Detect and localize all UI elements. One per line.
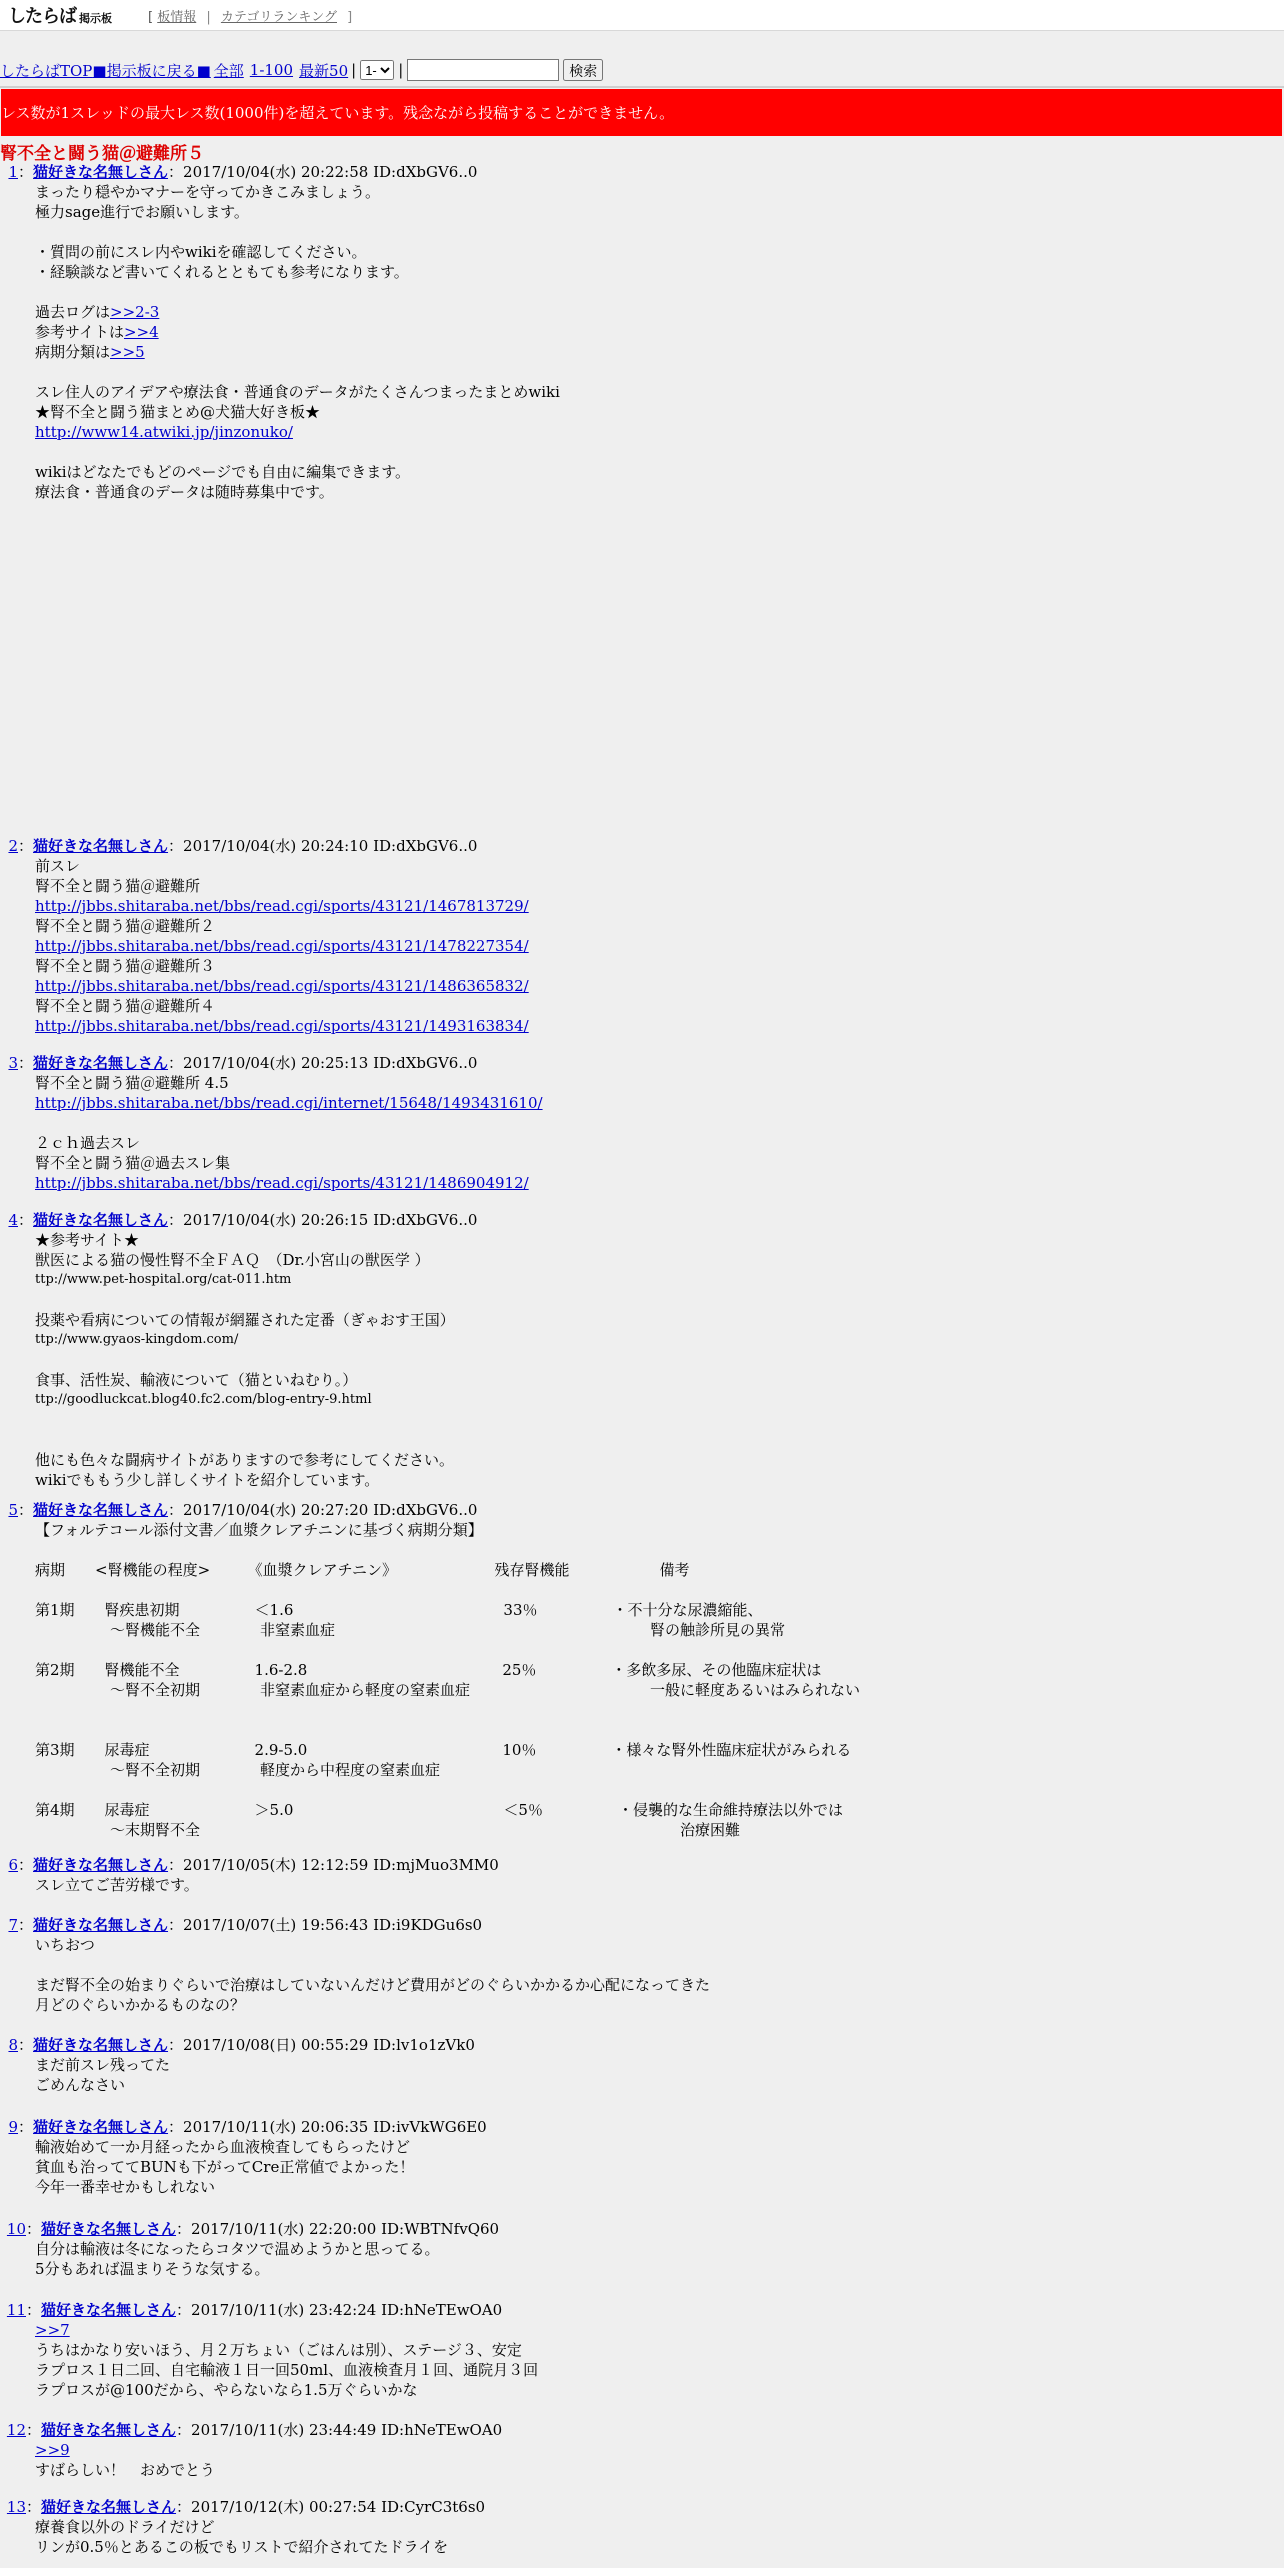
post-header bbox=[0, 1210, 1280, 1230]
post-line bbox=[35, 1016, 1280, 1036]
post-line bbox=[35, 1290, 1280, 1310]
post-text: まだ前スレ残ってた bbox=[35, 2056, 171, 2074]
post-header bbox=[0, 836, 1280, 856]
post-body bbox=[0, 1520, 1280, 1840]
post-number-link[interactable]: 7 bbox=[8, 1916, 18, 1934]
post-number-link[interactable]: 13 bbox=[6, 2498, 26, 2516]
post-line bbox=[35, 402, 1280, 422]
post-line bbox=[35, 462, 1280, 482]
post-text: すばらしい！ おめでとう bbox=[35, 2461, 216, 2479]
post-item bbox=[0, 2420, 1280, 2480]
poster-name-link[interactable]: 猫好きな名無しさん bbox=[33, 163, 169, 181]
logo-text: したらば bbox=[8, 6, 76, 27]
post-item bbox=[0, 2219, 1280, 2279]
post-line bbox=[35, 2440, 1280, 2460]
url-link[interactable]: http://jbbs.shitaraba.net/bbs/read.cgi/internet/15648/1493431610/ bbox=[35, 1094, 543, 1112]
post-meta: ：2017/10/11(水) 22:20:00 ID:WBTNfvQ60 bbox=[176, 2220, 500, 2238]
shitaraba-top-link[interactable]: したらばTOP bbox=[0, 61, 93, 80]
post-line bbox=[35, 2460, 1280, 2480]
post-body bbox=[0, 2517, 1280, 2557]
post-text: 獣医による猫の慢性腎不全ＦＡＱ （Dr.小宮山の獣医学 ） bbox=[35, 1251, 430, 1269]
url-link[interactable]: http://www14.atwiki.jp/jinzonuko/ bbox=[35, 423, 293, 441]
post-body bbox=[0, 2320, 1280, 2400]
url-link[interactable]: http://jbbs.shitaraba.net/bbs/read.cgi/sports/43121/1467813729/ bbox=[35, 897, 529, 915]
post-colon: ： bbox=[18, 1916, 34, 1934]
post-text: ごめんなさい bbox=[35, 2076, 126, 2094]
post-text: 前スレ bbox=[35, 857, 81, 875]
post-meta: ：2017/10/11(水) 23:44:49 ID:hNeTEwOA0 bbox=[176, 2421, 503, 2439]
post-item bbox=[0, 2300, 1280, 2400]
post-text: 病期分類は bbox=[35, 343, 111, 361]
post-line bbox=[35, 2517, 1280, 2537]
post-item bbox=[0, 2117, 1280, 2197]
post-text: うちはかなり安いほう、月２万ちょい（ごはんは別）、ステージ３、安定 bbox=[35, 2341, 522, 2359]
error-message: レス数が1スレッドの最大レス数(1000件)を超えています。残念ながら投稿することができません。 bbox=[1, 104, 675, 122]
post-text: ２ｃｈ過去スレ bbox=[35, 1134, 141, 1152]
post-line bbox=[35, 1310, 1280, 1330]
post-colon: ： bbox=[26, 2421, 42, 2439]
post-line bbox=[35, 322, 1280, 342]
post-number-link[interactable]: 5 bbox=[8, 1501, 18, 1519]
post-line bbox=[35, 2537, 1280, 2557]
post-line bbox=[35, 1390, 1280, 1410]
post-line bbox=[35, 1093, 1280, 1113]
post-item bbox=[0, 1855, 1280, 1895]
post-line bbox=[35, 976, 1280, 996]
site-header bbox=[0, 0, 1284, 31]
post-line bbox=[35, 1875, 1280, 1895]
post-line bbox=[35, 1975, 1280, 1995]
post-text: wikiでももう少し詳しくサイトを紹介しています。 bbox=[35, 1471, 380, 1489]
poster-name-link[interactable]: 猫好きな名無しさん bbox=[33, 1916, 169, 1934]
post-line bbox=[35, 2177, 1280, 2197]
post-item bbox=[0, 1210, 1280, 1490]
post-text: 今年一番幸せかもしれない bbox=[35, 2178, 216, 2196]
post-text: スレ立てご苦労様です。 bbox=[35, 1876, 199, 1894]
post-colon: ： bbox=[18, 163, 34, 181]
post-line bbox=[35, 1153, 1280, 1173]
poster-name-link[interactable]: 猫好きな名無しさん bbox=[33, 837, 169, 855]
post-text: 腎不全と闘う猫＠避難所３ bbox=[35, 957, 216, 975]
thread-nav bbox=[0, 58, 1284, 82]
bracket-close: ] bbox=[347, 9, 353, 25]
anchor-link[interactable]: >>5 bbox=[110, 343, 145, 361]
post-header bbox=[0, 162, 1280, 182]
site-logo[interactable] bbox=[8, 2, 112, 28]
post-item bbox=[0, 2035, 1280, 2095]
poster-name-link[interactable]: 猫好きな名無しさん bbox=[33, 1211, 169, 1229]
post-text: 貧血も治っててBUNも下がってCre正常値でよかった！ bbox=[35, 2158, 415, 2176]
header-links bbox=[148, 6, 358, 25]
post-line bbox=[35, 1780, 1280, 1800]
post-text: 極力sage進行でお願いします。 bbox=[35, 203, 249, 221]
post-text: 他にも色々な闘病サイトがありますので参考にしてください。 bbox=[35, 1451, 454, 1469]
post-colon: ： bbox=[18, 2036, 34, 2054]
post-line bbox=[35, 1820, 1280, 1840]
post-line bbox=[35, 1350, 1280, 1370]
post-line bbox=[35, 1935, 1280, 1955]
post-text: 腎不全と闘う猫＠過去スレ集 bbox=[35, 1154, 231, 1172]
poster-name-link[interactable]: 猫好きな名無しさん bbox=[33, 1501, 169, 1519]
post-body bbox=[0, 2055, 1280, 2095]
post-item bbox=[0, 836, 1280, 1036]
post-line bbox=[35, 1620, 1280, 1640]
post-item bbox=[0, 1053, 1280, 1193]
post-line bbox=[35, 302, 1280, 322]
post-line bbox=[35, 1250, 1280, 1270]
post-line bbox=[35, 896, 1280, 916]
poster-name-link[interactable]: 猫好きな名無しさん bbox=[41, 2220, 177, 2238]
range-select[interactable] bbox=[360, 60, 394, 80]
post-text: 第2期 腎機能不全 1.6-2.8 25％ ・多飲多尿、その他臨床症状は bbox=[35, 1661, 822, 1679]
post-item bbox=[0, 162, 1280, 502]
post-line bbox=[35, 856, 1280, 876]
post-colon: ： bbox=[18, 1211, 34, 1229]
post-line bbox=[35, 1540, 1280, 1560]
post-line bbox=[35, 876, 1280, 896]
post-meta: ：2017/10/08(日) 00:55:29 ID:lv1o1zVk0 bbox=[168, 2036, 475, 2054]
post-line bbox=[35, 1700, 1280, 1720]
url-link[interactable]: http://jbbs.shitaraba.net/bbs/read.cgi/sports/43121/1478227354/ bbox=[35, 937, 529, 955]
post-limit-error-banner bbox=[1, 89, 1282, 136]
header-separator: | bbox=[206, 9, 211, 25]
post-text: ラプロスが@100だから、やらないなら1.5万ぐらいかな bbox=[35, 2381, 418, 2399]
search-button[interactable]: 検索 bbox=[563, 59, 603, 81]
post-line bbox=[35, 1430, 1280, 1450]
post-line bbox=[35, 2320, 1280, 2340]
post-text: 病期 <腎機能の程度> 《血漿クレアチニン》 残存腎機能 備考 bbox=[35, 1561, 690, 1579]
post-line bbox=[35, 382, 1280, 402]
post-line bbox=[35, 1520, 1280, 1540]
post-meta: ：2017/10/05(木) 12:12:59 ID:mjMuo3MM0 bbox=[168, 1856, 499, 1874]
back-to-board-link[interactable]: ■掲示板に戻る■ bbox=[92, 61, 211, 80]
post-text: ラプロス１日二回、自宅輸液１日一回50ml、血液検査月１回、通院月３回 bbox=[35, 2361, 539, 2379]
post-colon: ： bbox=[18, 837, 34, 855]
poster-name-link[interactable]: 猫好きな名無しさん bbox=[41, 2498, 177, 2516]
post-body bbox=[0, 1230, 1280, 1490]
post-line bbox=[35, 182, 1280, 202]
post-number-link[interactable]: 4 bbox=[8, 1211, 18, 1229]
post-text: 腎不全と闘う猫＠避難所４ bbox=[35, 997, 216, 1015]
post-line bbox=[35, 342, 1280, 362]
post-line bbox=[35, 482, 1280, 502]
post-line bbox=[35, 442, 1280, 462]
post-colon: ： bbox=[26, 2301, 42, 2319]
post-line bbox=[35, 1995, 1280, 2015]
post-body bbox=[0, 1875, 1280, 1895]
post-line bbox=[35, 2157, 1280, 2177]
post-header bbox=[0, 2219, 1280, 2239]
post-text: ttp://goodluckcat.blog40.fc2.com/blog-entry-9.html bbox=[35, 1392, 372, 1407]
post-text: ～腎不全初期 非窒素血症から軽度の窒素血症 一般に軽度あるいはみられない bbox=[35, 1681, 861, 1699]
post-line bbox=[35, 2380, 1280, 2400]
post-text: ★腎不全と闘う猫まとめ@犬猫大好き板★ bbox=[35, 403, 321, 421]
post-meta: ：2017/10/04(水) 20:26:15 ID:dXbGV6..0 bbox=[168, 1211, 478, 1229]
post-line bbox=[35, 242, 1280, 262]
post-text: 腎不全と闘う猫＠避難所 4.5 bbox=[35, 1074, 229, 1092]
post-line bbox=[35, 362, 1280, 382]
post-line bbox=[35, 1955, 1280, 1975]
poster-name-link[interactable]: 猫好きな名無しさん bbox=[33, 2118, 169, 2136]
thread-title: 腎不全と闘う猫＠避難所５ bbox=[0, 144, 204, 164]
post-line bbox=[35, 282, 1280, 302]
post-line bbox=[35, 1173, 1280, 1193]
post-text: まったり穏やかマナーを守ってかきこみましょう。 bbox=[35, 183, 381, 201]
post-body bbox=[0, 2137, 1280, 2197]
post-body bbox=[0, 2440, 1280, 2480]
poster-name-link[interactable]: 猫好きな名無しさん bbox=[33, 1856, 169, 1874]
post-line bbox=[35, 2137, 1280, 2157]
post-item bbox=[0, 1500, 1280, 1840]
post-line bbox=[35, 202, 1280, 222]
post-line bbox=[35, 1073, 1280, 1093]
url-link[interactable]: http://jbbs.shitaraba.net/bbs/read.cgi/sports/43121/1486904912/ bbox=[35, 1174, 529, 1192]
post-header bbox=[0, 1500, 1280, 1520]
post-line bbox=[35, 916, 1280, 936]
post-line bbox=[35, 2259, 1280, 2279]
post-line bbox=[35, 222, 1280, 242]
post-item bbox=[0, 2497, 1280, 2557]
post-text: ～腎機能不全 非窒素血症 腎の触診所見の異常 bbox=[35, 1621, 786, 1639]
post-colon: ： bbox=[18, 1856, 34, 1874]
poster-name-link[interactable]: 猫好きな名無しさん bbox=[41, 2421, 177, 2439]
post-number-link[interactable]: 6 bbox=[8, 1856, 18, 1874]
post-line bbox=[35, 1410, 1280, 1430]
url-link[interactable]: http://jbbs.shitaraba.net/bbs/read.cgi/sports/43121/1486365832/ bbox=[35, 977, 529, 995]
post-text: スレ住人のアイデアや療法食・普通食のデータがたくさんつまったまとめwiki bbox=[35, 383, 560, 401]
post-meta: ：2017/10/04(水) 20:24:10 ID:dXbGV6..0 bbox=[168, 837, 478, 855]
post-number-link[interactable]: 12 bbox=[6, 2421, 26, 2439]
post-body bbox=[0, 2239, 1280, 2279]
post-meta: ：2017/10/11(水) 23:42:24 ID:hNeTEwOA0 bbox=[176, 2301, 503, 2319]
post-body bbox=[0, 1935, 1280, 2015]
nav-pipe: | bbox=[398, 61, 404, 79]
post-line bbox=[35, 1470, 1280, 1490]
post-colon: ： bbox=[18, 1501, 34, 1519]
post-number-link[interactable]: 10 bbox=[6, 2220, 26, 2238]
board-info-link[interactable]: 板情報 bbox=[157, 9, 197, 25]
post-line bbox=[35, 1580, 1280, 1600]
post-text: 療法食・普通食のデータは随時募集中です。 bbox=[35, 483, 334, 501]
post-line bbox=[35, 2239, 1280, 2259]
post-header bbox=[0, 2035, 1280, 2055]
post-meta: ：2017/10/04(水) 20:27:20 ID:dXbGV6..0 bbox=[168, 1501, 478, 1519]
logo-subtext: 掲示板 bbox=[79, 12, 112, 25]
url-link[interactable]: http://jbbs.shitaraba.net/bbs/read.cgi/sports/43121/1493163834/ bbox=[35, 1017, 529, 1035]
post-line bbox=[35, 1370, 1280, 1390]
post-line bbox=[35, 1760, 1280, 1780]
post-line bbox=[35, 1720, 1280, 1740]
bracket-open: [ bbox=[148, 9, 154, 25]
post-line bbox=[35, 1450, 1280, 1470]
post-text: 【フォルテコール添付文書／血漿クレアチニンに基づく病期分類】 bbox=[35, 1521, 483, 1539]
post-text: 第3期 尿毒症 2.9-5.0 10％ ・様々な腎外性臨床症状がみられる bbox=[35, 1741, 852, 1759]
post-line bbox=[35, 1660, 1280, 1680]
post-colon: ： bbox=[26, 2220, 42, 2238]
post-text: 投薬や看病についての情報が網羅された定番（ぎゃおす王国） bbox=[35, 1311, 455, 1329]
post-header bbox=[0, 1855, 1280, 1875]
post-text: 腎不全と闘う猫＠避難所２ bbox=[35, 917, 216, 935]
post-line bbox=[35, 1740, 1280, 1760]
post-body bbox=[0, 182, 1280, 502]
poster-name-link[interactable]: 猫好きな名無しさん bbox=[33, 2036, 169, 2054]
post-line bbox=[35, 996, 1280, 1016]
post-item bbox=[0, 1915, 1280, 2015]
anchor-link[interactable]: >>4 bbox=[123, 323, 159, 341]
nav-divider bbox=[0, 86, 1284, 88]
post-line bbox=[35, 2055, 1280, 2075]
post-line bbox=[35, 2340, 1280, 2360]
post-text: 療養食以外のドライだけど bbox=[35, 2518, 215, 2536]
post-number-link[interactable]: 11 bbox=[6, 2301, 26, 2319]
latest-50-link[interactable]: 最新50 bbox=[299, 61, 349, 80]
post-line bbox=[35, 2075, 1280, 2095]
post-body bbox=[0, 856, 1280, 1036]
post-text: wikiはどなたでもどのページでも自由に編集できます。 bbox=[35, 463, 411, 481]
post-text: 腎不全と闘う猫＠避難所 bbox=[35, 877, 201, 895]
anchor-link[interactable]: >>2-3 bbox=[110, 303, 160, 321]
post-text: 5分もあれば温まりそうな気する。 bbox=[35, 2260, 270, 2278]
search-input[interactable] bbox=[407, 59, 559, 81]
post-text: ttp://www.pet-hospital.org/cat-011.htm bbox=[35, 1272, 292, 1287]
post-colon: ： bbox=[26, 2498, 42, 2516]
post-line bbox=[35, 1113, 1280, 1133]
post-body bbox=[0, 1073, 1280, 1193]
anchor-link[interactable]: >>9 bbox=[35, 2441, 70, 2459]
post-text: ★参考サイト★ bbox=[35, 1231, 139, 1249]
post-text: ～末期腎不全 治療困難 bbox=[35, 1821, 741, 1839]
post-line bbox=[35, 422, 1280, 442]
post-meta: ：2017/10/12(木) 00:27:54 ID:CyrC3t6s0 bbox=[176, 2498, 486, 2516]
post-text: 第4期 尿毒症 ＞5.0 ＜5％ ・侵襲的な生命維持療法以外では bbox=[35, 1801, 843, 1819]
post-text: リンが0.5％とあるこの板でもリストで紹介されてたドライを bbox=[35, 2538, 449, 2556]
post-header bbox=[0, 2117, 1280, 2137]
all-posts-link[interactable]: 全部 bbox=[213, 61, 244, 80]
post-line bbox=[35, 1133, 1280, 1153]
post-header bbox=[0, 2497, 1280, 2517]
poster-name-link[interactable]: 猫好きな名無しさん bbox=[41, 2301, 177, 2319]
post-number-link[interactable]: 9 bbox=[8, 2118, 18, 2136]
post-line bbox=[35, 1640, 1280, 1660]
post-number-link[interactable]: 2 bbox=[8, 837, 18, 855]
post-colon: ： bbox=[18, 2118, 34, 2136]
post-line bbox=[35, 1330, 1280, 1350]
post-line bbox=[35, 1560, 1280, 1580]
post-line bbox=[35, 262, 1280, 282]
post-text: 自分は輸液は冬になったらコタツで温めようかと思ってる。 bbox=[35, 2240, 440, 2258]
post-text: 第1期 腎疾患初期 ＜1.6 33％ ・不十分な尿濃縮能、 bbox=[35, 1601, 763, 1619]
post-line bbox=[35, 1270, 1280, 1290]
nav-pipe: | bbox=[351, 61, 357, 79]
post-line bbox=[35, 956, 1280, 976]
post-meta: ：2017/10/04(水) 20:22:58 ID:dXbGV6..0 bbox=[168, 163, 478, 181]
post-text: 参考サイトは bbox=[35, 323, 124, 341]
post-header bbox=[0, 2300, 1280, 2320]
post-line bbox=[35, 2360, 1280, 2380]
post-line bbox=[35, 1800, 1280, 1820]
post-text: ttp://www.gyaos-kingdom.com/ bbox=[35, 1332, 239, 1347]
anchor-link[interactable]: >>7 bbox=[35, 2321, 70, 2339]
post-line bbox=[35, 1600, 1280, 1620]
poster-name-link[interactable]: 猫好きな名無しさん bbox=[33, 1054, 169, 1072]
post-meta: ：2017/10/07(土) 19:56:43 ID:i9KDGu6s0 bbox=[168, 1916, 483, 1934]
post-meta: ：2017/10/04(水) 20:25:13 ID:dXbGV6..0 bbox=[168, 1054, 478, 1072]
post-text: 輸液始めて一か月経ったから血液検査してもらったけど bbox=[35, 2138, 411, 2156]
post-colon: ： bbox=[18, 1054, 34, 1072]
post-header bbox=[0, 1053, 1280, 1073]
post-text: ～腎不全初期 軽度から中程度の窒素血症 bbox=[35, 1761, 441, 1779]
post-line bbox=[35, 1680, 1280, 1700]
first-100-link[interactable]: 1-100 bbox=[249, 61, 294, 79]
post-number-link[interactable]: 8 bbox=[8, 2036, 18, 2054]
post-text: 過去ログは bbox=[35, 303, 111, 321]
post-text: 食事、活性炭、輸液について（猫といねむり。） bbox=[35, 1371, 358, 1389]
post-text: いちおつ bbox=[35, 1936, 95, 1954]
category-ranking-link[interactable]: カテゴリランキング bbox=[220, 9, 337, 25]
post-text: ・質問の前にスレ内やwikiを確認してください。 bbox=[35, 243, 367, 261]
post-header bbox=[0, 2420, 1280, 2440]
post-meta: ：2017/10/11(水) 20:06:35 ID:ivVkWG6E0 bbox=[168, 2118, 487, 2136]
post-number-link[interactable]: 3 bbox=[8, 1054, 18, 1072]
post-text: まだ腎不全の始まりぐらいで治療はしていないんだけど費用がどのぐらいかかるか心配になってきた bbox=[35, 1976, 711, 1994]
post-line bbox=[35, 936, 1280, 956]
post-line bbox=[35, 1230, 1280, 1250]
post-text: ・経験談など書いてくれるとともても参考になります。 bbox=[35, 263, 409, 281]
post-text: 月どのぐらいかかるものなの？ bbox=[35, 1996, 246, 2014]
post-header bbox=[0, 1915, 1280, 1935]
post-number-link[interactable]: 1 bbox=[8, 163, 18, 181]
